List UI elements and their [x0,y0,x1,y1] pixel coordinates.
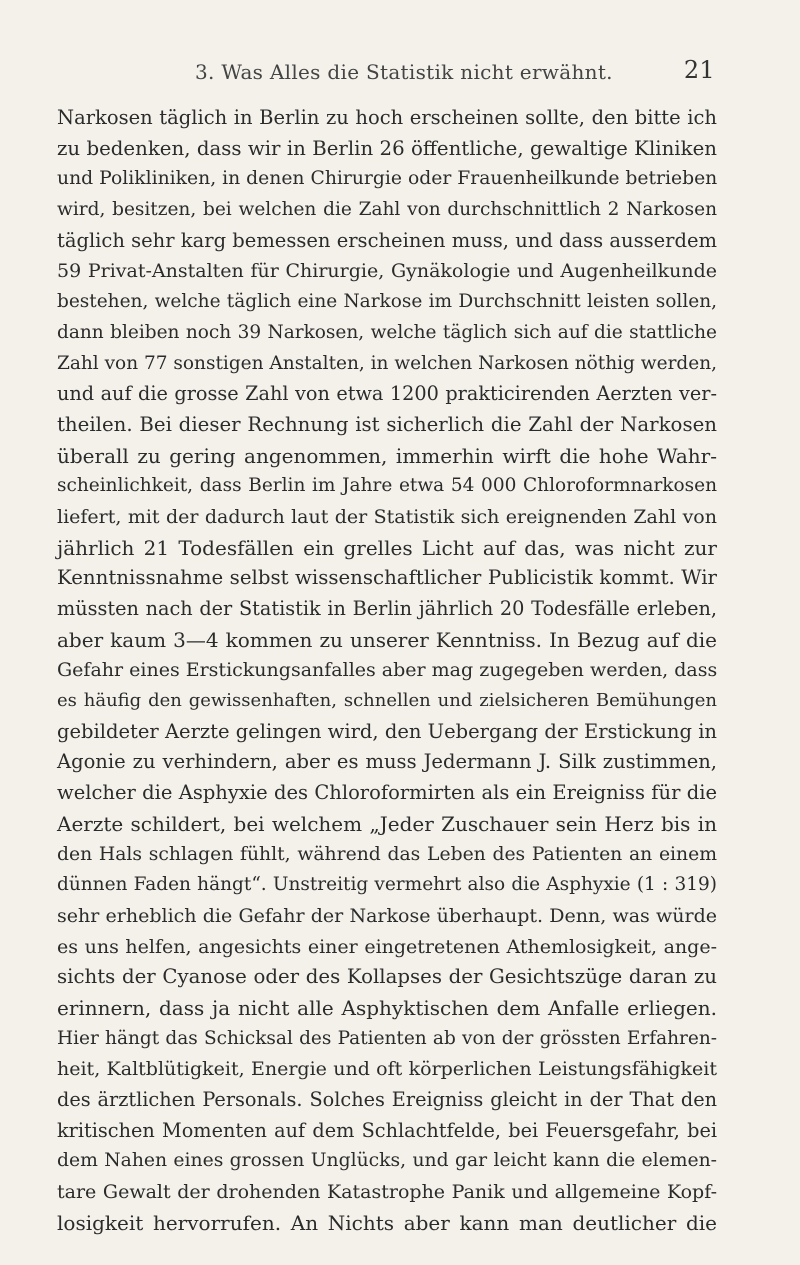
text-line: Aerzte schildert, bei welchem „Jeder Zuschauer sein Herz bis in [57,811,717,836]
text-line: Narkosen täglich in Berlin zu hoch erscheinen sollte, den bitte ich [57,106,717,129]
chapter-title: 3. Was Alles die Statistik nicht erwähnt. [195,60,613,84]
text-line: scheinlichkeit, dass Berlin im Jahre etwa 54 000 Chloroformnarkosen [57,475,717,497]
text-line: zu bedenken, dass wir in Berlin 26 öffentliche, gewaltige Kliniken [57,136,717,160]
text-line: sichts der Cyanose oder des Kollapses der Gesichtszüge daran zu [57,965,717,989]
text-line: heit, Kaltblütigkeit, Energie und oft körperlichen Leistungsfähigkeit [57,1058,717,1081]
text-line: Zahl von 77 sonstigen Anstalten, in welchen Narkosen nöthig werden, [57,352,717,374]
text-line: es häufig den gewissenhaften, schnellen und zielsicheren Bemühungen [57,690,717,712]
text-line: Gefahr eines Erstickungsanfalles aber mag zugegeben werden, dass [57,659,718,682]
page-number: 21 [683,56,715,84]
text-line: überall zu gering angenommen, immerhin wirft die hohe Wahr- [57,443,717,468]
text-line: es uns helfen, angesichts einer eingetretenen Athemlosigkeit, ange- [57,935,717,958]
text-line: Hier hängt das Schicksal des Patienten ab von der grössten Erfahren- [57,1027,717,1049]
text-line: täglich sehr karg bemessen erscheinen muss, und dass ausserdem [57,228,717,252]
text-line: und Polikliniken, in denen Chirurgie oder Frauenheilkunde betrieben [57,168,718,190]
text-line: liefert, mit der dadurch laut der Statistik sich ereignenden Zahl von [57,505,717,528]
text-line: erinnern, dass ja nicht alle Asphyktischen dem Anfalle erliegen. [57,995,717,1020]
text-line: kritischen Momenten auf dem Schlachtfelde, bei Feuersgefahr, bei [57,1118,717,1142]
text-line: des ärztlichen Personals. Solches Ereigniss gleicht in der That den [57,1088,717,1111]
text-line: dünnen Faden hängt“. Unstreitig vermehrt also die Asphyxie (1 : 319) [57,874,717,896]
text-line: aber kaum 3—4 kommen zu unserer Kenntniss. In Bezug auf die [57,627,717,652]
text-line: welcher die Asphyxie des Chloroformirten als ein Ereigniss für die [57,781,717,805]
body-text [57,103,717,1238]
text-line: sehr erheblich die Gefahr der Narkose überhaupt. Denn, was würde [57,904,717,927]
text-line: tare Gewalt der drohenden Katastrophe Panik und allgemeine Kopf- [57,1181,717,1204]
text-line: gebildeter Aerzte gelingen wird, den Uebergang der Erstickung in [57,719,717,743]
text-line: müssten nach der Statistik in Berlin jährlich 20 Todesfälle erleben, [57,597,717,620]
text-line: Kenntnissnahme selbst wissenschaftlicher Publicistik kommt. Wir [57,566,717,590]
text-line: wird, besitzen, bei welchen die Zahl von durchschnittlich 2 Narkosen [57,199,717,221]
text-line: dem Nahen eines grossen Unglücks, und gar leicht kann die elemen- [57,1150,717,1172]
text-line: und auf die grosse Zahl von etwa 1200 prakticirenden Aerzten ver- [57,382,717,406]
text-line: theilen. Bei dieser Rechnung ist sicherlich die Zahl der Narkosen [57,412,717,436]
text-line: losigkeit hervorrufen. An Nichts aber kann man deutlicher die [57,1210,717,1235]
text-line: dann bleiben noch 39 Narkosen, welche täglich sich auf die stattliche [57,321,717,343]
text-line: 59 Privat-Anstalten für Chirurgie, Gynäkologie und Augenheilkunde [57,260,717,283]
running-head [195,56,715,84]
text-line: den Hals schlagen fühlt, während das Leben des Patienten an einem [57,843,717,865]
text-line: bestehen, welche täglich eine Narkose im Durchschnitt leisten sollen, [57,291,717,313]
text-line: Agonie zu verhindern, aber es muss Jedermann J. Silk zustimmen, [57,750,717,774]
text-line: jährlich 21 Todesfällen ein grelles Licht auf das, was nicht zur [57,535,717,560]
